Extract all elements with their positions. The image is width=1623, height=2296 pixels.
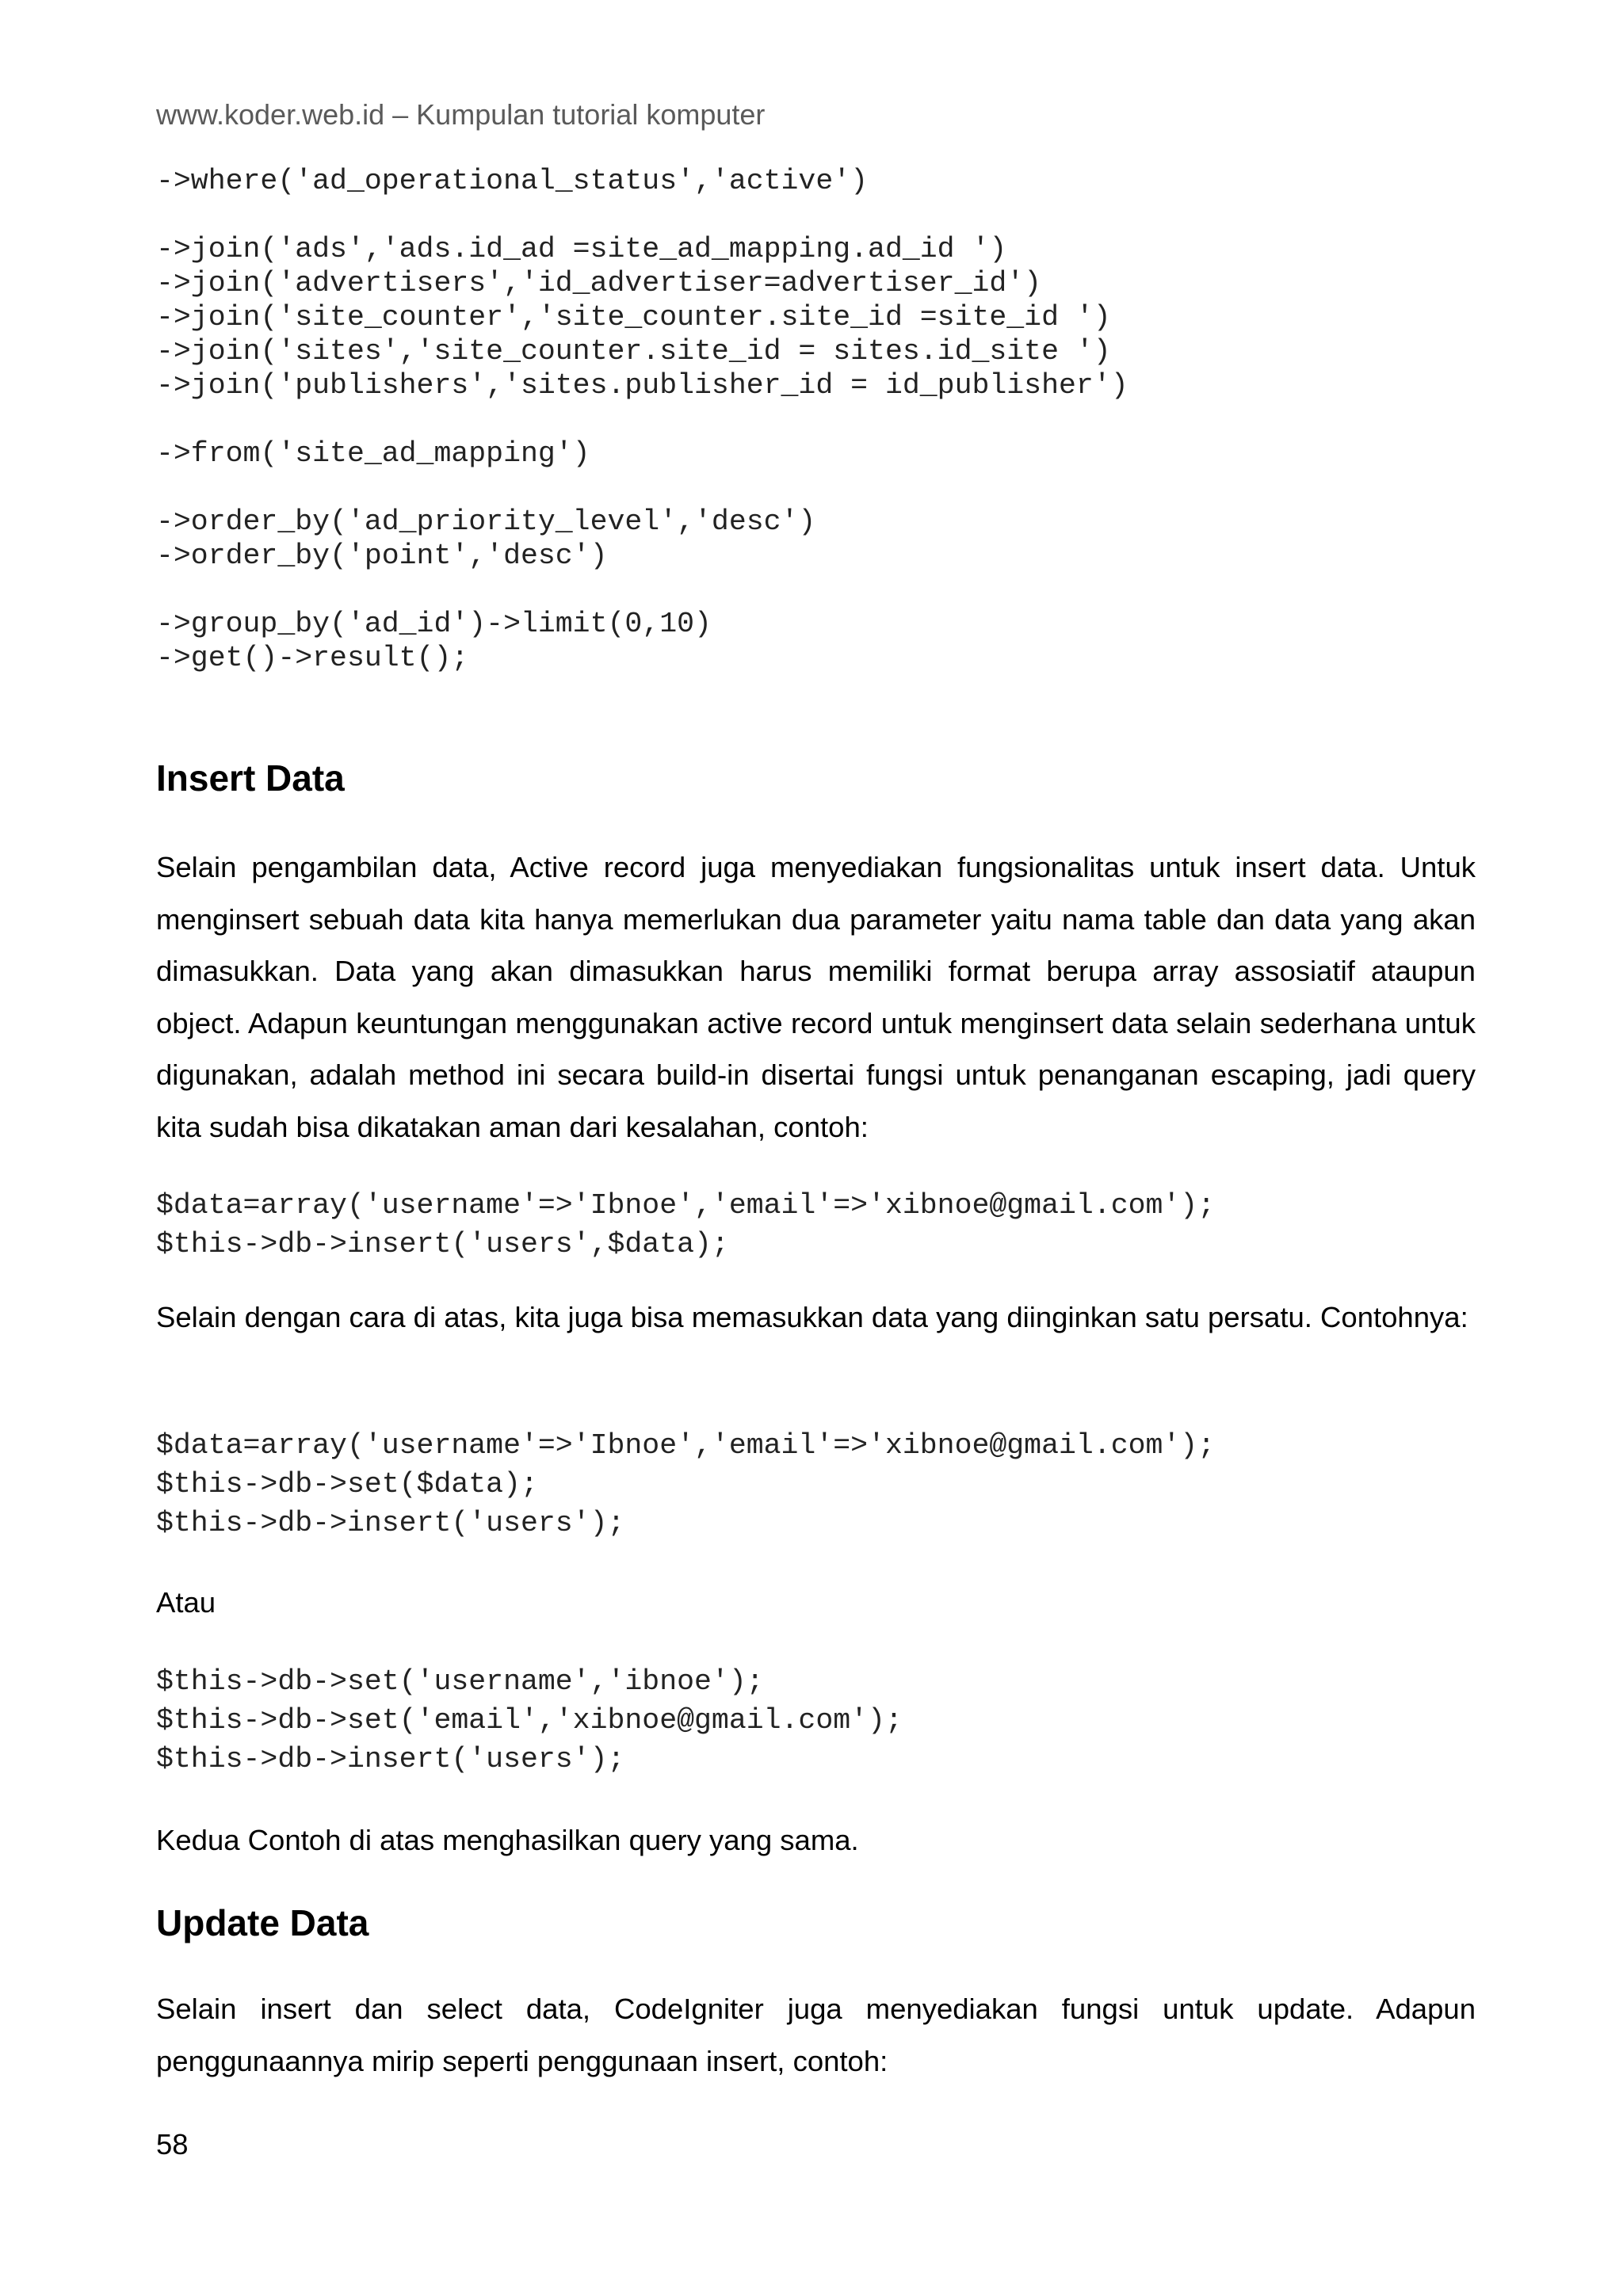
code-where (156, 164, 868, 198)
code-line: ->group_by('ad_id')->limit(0,10) (156, 608, 712, 640)
code-joins (156, 232, 1128, 402)
code-line: ->from('site_ad_mapping') (156, 437, 590, 470)
code-line: ->join('publishers','sites.publisher_id = id_publisher') (156, 369, 1128, 402)
code-from (156, 437, 590, 471)
paragraph-insert-alt: Selain dengan cara di atas, kita juga bisa memasukkan data yang diinginkan satu persatu. Contohnya: (156, 1301, 1468, 1333)
heading-update-data: Update Data (156, 1902, 369, 1943)
code-line: $this->db->insert('users'); (156, 1507, 625, 1539)
code-line: ->where('ad_operational_status','active') (156, 165, 869, 197)
text-atau: Atau (156, 1586, 216, 1619)
paragraph-update-intro: Selain insert dan select data, CodeIgniter juga menyediakan fungsi untuk update. Adapun penggunaannya mirip seperti penggunaan insert, contoh: (156, 1993, 1476, 2077)
heading-insert-data: Insert Data (156, 757, 345, 799)
code-line: ->order_by('ad_priority_level','desc') (156, 505, 816, 538)
code-line: ->join('sites','site_counter.site_id = sites.id_site ') (156, 335, 1111, 368)
code-line: ->join('advertisers','id_advertiser=advertiser_id') (156, 267, 1042, 299)
code-line: $data=array('username'=>'Ibnoe','email'=>'xibnoe@gmail.com'); (156, 1189, 1216, 1222)
code-line: $this->db->set('username','ibnoe'); (156, 1665, 764, 1698)
code-line: $data=array('username'=>'Ibnoe','email'=>'xibnoe@gmail.com'); (156, 1429, 1216, 1462)
code-insert-example (156, 1186, 1215, 1264)
code-line: $this->db->set('email','xibnoe@gmail.com'); (156, 1704, 903, 1737)
paragraph-insert-conclusion: Kedua Contoh di atas menghasilkan query yang sama. (156, 1824, 859, 1856)
code-line: $this->db->insert('users'); (156, 1743, 625, 1775)
code-line: $this->db->set($data); (156, 1468, 538, 1501)
page-number: 58 (156, 2128, 189, 2161)
paragraph-insert-intro: Selain pengambilan data, Active record juga menyediakan fungsionalitas untuk insert data. Untuk menginsert sebuah data kita hanya memerlukan dua parameter yaitu nama table dan data yang akan dimasukkan. Data yang akan dimasukkan harus memiliki format berupa array assosiatif ataupun object. Adapun keuntungan menggunakan active record untuk menginsert data selain sederhana untuk digunakan, adalah method ini secara build-in disertai fungsi untuk penanganan escaping, jadi query kita sudah bisa dikatakan aman dari kesalahan, contoh: (156, 851, 1476, 1143)
code-line: $this->db->insert('users',$data); (156, 1228, 729, 1261)
code-tail (156, 607, 712, 675)
code-order (156, 505, 815, 573)
code-line: ->get()->result(); (156, 642, 469, 674)
code-insert-set-fields (156, 1662, 903, 1779)
running-header: www.koder.web.id – Kumpulan tutorial komputer (156, 98, 766, 131)
code-line: ->order_by('point','desc') (156, 540, 608, 572)
code-insert-set-array (156, 1426, 1215, 1543)
code-line: ->join('ads','ads.id_ad =site_ad_mapping.ad_id ') (156, 233, 1007, 265)
code-line: ->join('site_counter','site_counter.site_id =site_id ') (156, 301, 1111, 334)
